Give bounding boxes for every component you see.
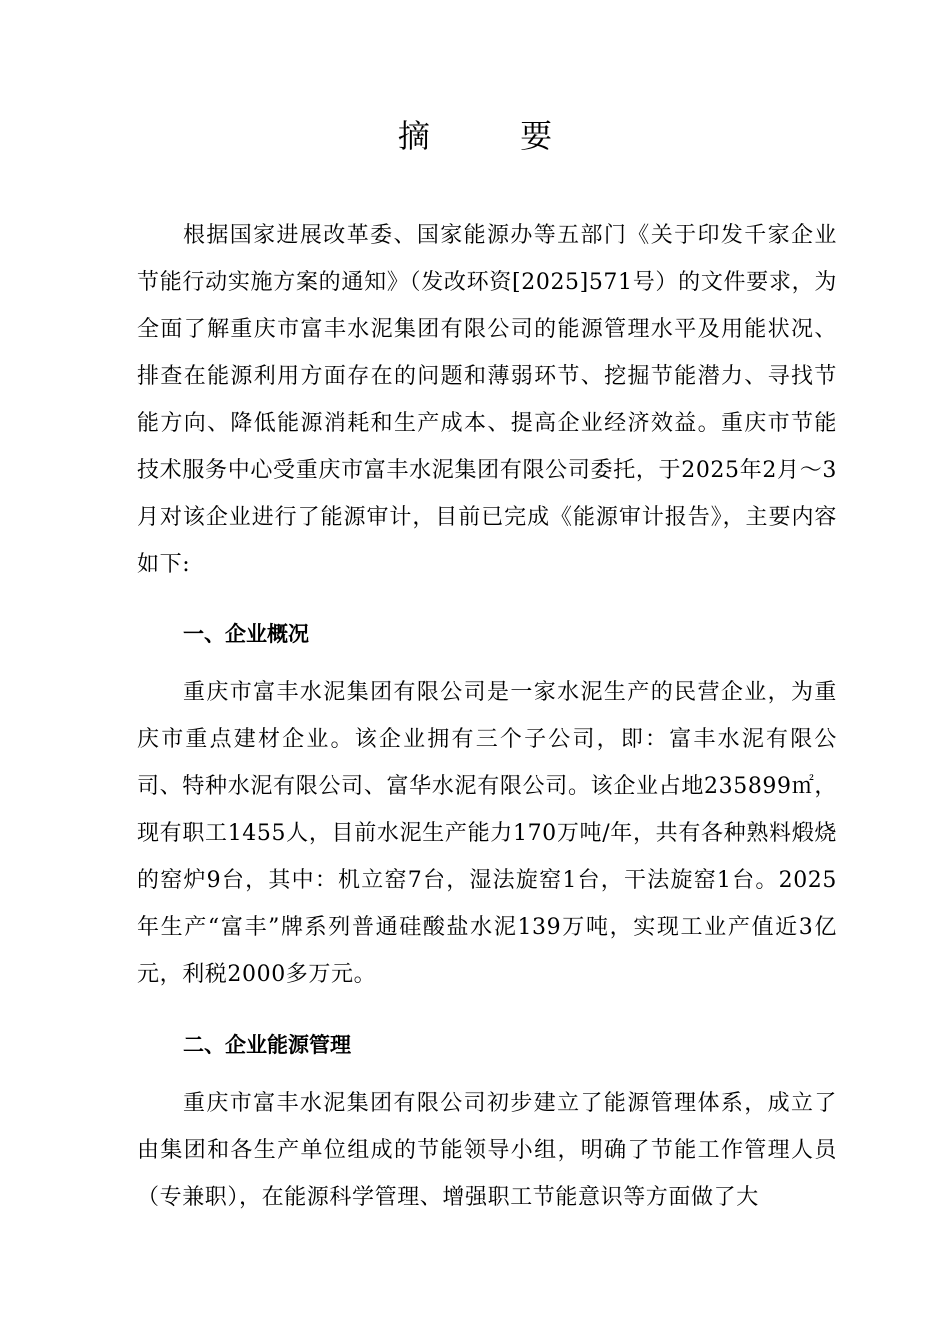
page-title: 摘 要 [397,117,593,155]
overview-paragraph: 重庆市富丰水泥集团有限公司是一家水泥生产的民营企业，为重庆市重点建材企业。该企业拥有三个子公司，即：富丰水泥有限公司、特种水泥有限公司、富华水泥有限公司。该企业占地235899㎡，现有职工1455人，目前水泥生产能力170万吨/年，共有各种熟料煅烧的窑炉9台，其中：机立窑7台，湿法旋窑1台，干法旋窑1台。2025年生产“富丰”牌系列普通硅酸盐水泥139万吨，实现工业产值近3亿元，利税2000多万元。 [137,680,837,987]
section-heading-overview: 一、企业概况 [183,622,309,646]
section-heading-energy-management: 二、企业能源管理 [183,1033,351,1057]
intro-paragraph: 根据国家进展改革委、国家能源办等五部门《关于印发千家企业节能行动实施方案的通知》（发改环资[2025]571号）的文件要求，为全面了解重庆市富丰水泥集团有限公司的能源管理水平及用能状况、排查在能源利用方面存在的问题和薄弱环节、挖掘节能潜力、寻找节能方向、降低能源消耗和生产成本、提高企业经济效益。重庆市节能技术服务中心受重庆市富丰水泥集团有限公司委托，于2025年2月～3月对该企业进行了能源审计，目前已完成《能源审计报告》，主要内容如下: [137,223,837,577]
energy-management-paragraph: 重庆市富丰水泥集团有限公司初步建立了能源管理体系，成立了由集团和各生产单位组成的节能领导小组，明确了节能工作管理人员（专兼职），在能源科学管理、增强职工节能意识等方面做了大 [137,1091,837,1210]
